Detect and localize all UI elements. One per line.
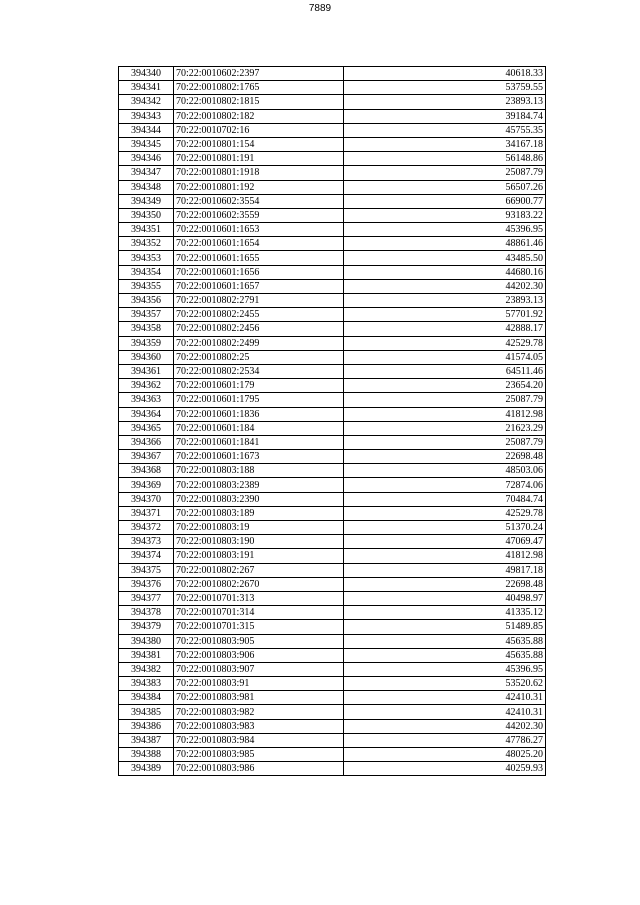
table-row [119,492,546,506]
value-cell: 45635.88 [344,634,546,648]
value-cell: 22698.48 [344,577,546,591]
row-number-cell: 394385 [119,705,174,719]
value-cell: 42888.17 [344,322,546,336]
cadastral-number-cell: 70:22:0010601:179 [174,379,344,393]
cadastral-number-cell: 70:22:0010802:182 [174,109,344,123]
row-number-cell: 394387 [119,733,174,747]
table-row [119,265,546,279]
table-row [119,152,546,166]
table-row [119,251,546,265]
table-row [119,719,546,733]
table-row [119,549,546,563]
value-cell: 40498.97 [344,591,546,605]
row-number-cell: 394381 [119,648,174,662]
table-row [119,393,546,407]
cadastral-number-cell: 70:22:0010803:91 [174,677,344,691]
table-row [119,577,546,591]
table-row [119,109,546,123]
cadastral-number-cell: 70:22:0010803:190 [174,535,344,549]
cadastral-number-cell: 70:22:0010803:984 [174,733,344,747]
value-cell: 41812.98 [344,549,546,563]
table-row [119,421,546,435]
value-cell: 48025.20 [344,748,546,762]
cadastral-number-cell: 70:22:0010702:16 [174,123,344,137]
cadastral-number-cell: 70:22:0010601:1654 [174,237,344,251]
table-row [119,208,546,222]
table-row [119,294,546,308]
value-cell: 23893.13 [344,294,546,308]
row-number-cell: 394371 [119,506,174,520]
value-cell: 48861.46 [344,237,546,251]
table-row [119,563,546,577]
cadastral-number-cell: 70:22:0010803:985 [174,748,344,762]
cadastral-number-cell: 70:22:0010602:3554 [174,194,344,208]
cadastral-number-cell: 70:22:0010602:2397 [174,67,344,81]
row-number-cell: 394376 [119,577,174,591]
row-number-cell: 394345 [119,137,174,151]
table-row [119,279,546,293]
cadastral-number-cell: 70:22:0010802:2534 [174,364,344,378]
cadastral-number-cell: 70:22:0010803:906 [174,648,344,662]
row-number-cell: 394354 [119,265,174,279]
page-number: 7889 [308,3,332,14]
value-cell: 66900.77 [344,194,546,208]
value-cell: 48503.06 [344,464,546,478]
row-number-cell: 394355 [119,279,174,293]
value-cell: 43485.50 [344,251,546,265]
value-cell: 34167.18 [344,137,546,151]
cadastral-number-cell: 70:22:0010803:905 [174,634,344,648]
table-row [119,180,546,194]
cadastral-number-cell: 70:22:0010602:3559 [174,208,344,222]
cadastral-number-cell: 70:22:0010803:19 [174,521,344,535]
row-number-cell: 394358 [119,322,174,336]
cadastral-number-cell: 70:22:0010802:2455 [174,308,344,322]
table-row [119,464,546,478]
row-number-cell: 394369 [119,478,174,492]
cadastral-number-cell: 70:22:0010802:2670 [174,577,344,591]
cadastral-number-cell: 70:22:0010801:154 [174,137,344,151]
value-cell: 40259.93 [344,762,546,776]
row-number-cell: 394389 [119,762,174,776]
value-cell: 56148.86 [344,152,546,166]
value-cell: 49817.18 [344,563,546,577]
table-row [119,691,546,705]
value-cell: 42529.78 [344,506,546,520]
row-number-cell: 394379 [119,620,174,634]
row-number-cell: 394363 [119,393,174,407]
cadastral-number-cell: 70:22:0010701:314 [174,606,344,620]
table-row [119,733,546,747]
row-number-cell: 394347 [119,166,174,180]
value-cell: 22698.48 [344,450,546,464]
row-number-cell: 394348 [119,180,174,194]
value-cell: 40618.33 [344,67,546,81]
value-cell: 25087.79 [344,166,546,180]
table-row [119,137,546,151]
value-cell: 42410.31 [344,691,546,705]
value-cell: 72874.06 [344,478,546,492]
cadastral-number-cell: 70:22:0010601:184 [174,421,344,435]
cadastral-number-cell: 70:22:0010601:1673 [174,450,344,464]
cadastral-number-cell: 70:22:0010802:25 [174,350,344,364]
table-row [119,478,546,492]
table-row [119,634,546,648]
value-cell: 51489.85 [344,620,546,634]
value-cell: 44202.30 [344,719,546,733]
row-number-cell: 394342 [119,95,174,109]
value-cell: 47069.47 [344,535,546,549]
table-row [119,123,546,137]
cadastral-number-cell: 70:22:0010802:1765 [174,81,344,95]
cadastral-number-cell: 70:22:0010803:907 [174,662,344,676]
row-number-cell: 394349 [119,194,174,208]
value-cell: 23893.13 [344,95,546,109]
table-row [119,620,546,634]
table-row [119,435,546,449]
table-row [119,67,546,81]
row-number-cell: 394368 [119,464,174,478]
value-cell: 25087.79 [344,435,546,449]
table-row [119,322,546,336]
row-number-cell: 394350 [119,208,174,222]
value-cell: 45396.95 [344,223,546,237]
row-number-cell: 394352 [119,237,174,251]
row-number-cell: 394343 [119,109,174,123]
row-number-cell: 394361 [119,364,174,378]
row-number-cell: 394340 [119,67,174,81]
value-cell: 41574.05 [344,350,546,364]
table-row [119,81,546,95]
row-number-cell: 394375 [119,563,174,577]
table-row [119,194,546,208]
row-number-cell: 394378 [119,606,174,620]
value-cell: 41812.98 [344,407,546,421]
table-row [119,450,546,464]
cadastral-number-cell: 70:22:0010803:981 [174,691,344,705]
row-number-cell: 394344 [119,123,174,137]
cadastral-number-cell: 70:22:0010701:315 [174,620,344,634]
cadastral-number-cell: 70:22:0010803:191 [174,549,344,563]
table-row [119,166,546,180]
row-number-cell: 394367 [119,450,174,464]
cadastral-number-cell: 70:22:0010801:191 [174,152,344,166]
value-cell: 21623.29 [344,421,546,435]
row-number-cell: 394377 [119,591,174,605]
table-row [119,336,546,350]
cadastral-number-cell: 70:22:0010601:1656 [174,265,344,279]
table-row [119,521,546,535]
table-row [119,364,546,378]
value-cell: 56507.26 [344,180,546,194]
cadastral-number-cell: 70:22:0010803:188 [174,464,344,478]
data-table [118,66,546,776]
value-cell: 42410.31 [344,705,546,719]
cadastral-number-cell: 70:22:0010601:1655 [174,251,344,265]
row-number-cell: 394383 [119,677,174,691]
value-cell: 51370.24 [344,521,546,535]
table-row [119,606,546,620]
cadastral-number-cell: 70:22:0010803:982 [174,705,344,719]
value-cell: 53520.62 [344,677,546,691]
cadastral-number-cell: 70:22:0010803:2389 [174,478,344,492]
table-row [119,591,546,605]
row-number-cell: 394360 [119,350,174,364]
cadastral-number-cell: 70:22:0010601:1653 [174,223,344,237]
cadastral-number-cell: 70:22:0010803:189 [174,506,344,520]
row-number-cell: 394341 [119,81,174,95]
table-body [119,67,546,776]
row-number-cell: 394346 [119,152,174,166]
table-row [119,748,546,762]
row-number-cell: 394374 [119,549,174,563]
row-number-cell: 394382 [119,662,174,676]
cadastral-number-cell: 70:22:0010802:2499 [174,336,344,350]
cadastral-number-cell: 70:22:0010601:1841 [174,435,344,449]
row-number-cell: 394386 [119,719,174,733]
cadastral-number-cell: 70:22:0010802:2791 [174,294,344,308]
value-cell: 23654.20 [344,379,546,393]
value-cell: 45396.95 [344,662,546,676]
value-cell: 64511.46 [344,364,546,378]
value-cell: 44202.30 [344,279,546,293]
row-number-cell: 394365 [119,421,174,435]
row-number-cell: 394359 [119,336,174,350]
value-cell: 93183.22 [344,208,546,222]
cadastral-number-cell: 70:22:0010803:986 [174,762,344,776]
value-cell: 70484.74 [344,492,546,506]
row-number-cell: 394351 [119,223,174,237]
table-row [119,677,546,691]
cadastral-number-cell: 70:22:0010801:192 [174,180,344,194]
cadastral-number-cell: 70:22:0010801:1918 [174,166,344,180]
row-number-cell: 394366 [119,435,174,449]
table-row [119,506,546,520]
cadastral-number-cell: 70:22:0010601:1836 [174,407,344,421]
cadastral-number-cell: 70:22:0010701:313 [174,591,344,605]
row-number-cell: 394370 [119,492,174,506]
value-cell: 45755.35 [344,123,546,137]
table-row [119,535,546,549]
row-number-cell: 394372 [119,521,174,535]
row-number-cell: 394388 [119,748,174,762]
table-row [119,223,546,237]
cadastral-number-cell: 70:22:0010802:1815 [174,95,344,109]
row-number-cell: 394362 [119,379,174,393]
table-row [119,662,546,676]
cadastral-number-cell: 70:22:0010802:267 [174,563,344,577]
table-row [119,762,546,776]
row-number-cell: 394356 [119,294,174,308]
table-row [119,705,546,719]
value-cell: 57701.92 [344,308,546,322]
table-row [119,237,546,251]
row-number-cell: 394380 [119,634,174,648]
value-cell: 42529.78 [344,336,546,350]
row-number-cell: 394373 [119,535,174,549]
value-cell: 45635.88 [344,648,546,662]
cadastral-number-cell: 70:22:0010803:983 [174,719,344,733]
table-row [119,308,546,322]
cadastral-number-cell: 70:22:0010601:1795 [174,393,344,407]
cadastral-number-cell: 70:22:0010802:2456 [174,322,344,336]
value-cell: 44680.16 [344,265,546,279]
table-row [119,95,546,109]
cadastral-number-cell: 70:22:0010601:1657 [174,279,344,293]
cadastral-number-cell: 70:22:0010803:2390 [174,492,344,506]
value-cell: 41335.12 [344,606,546,620]
row-number-cell: 394357 [119,308,174,322]
row-number-cell: 394384 [119,691,174,705]
row-number-cell: 394364 [119,407,174,421]
table-row [119,648,546,662]
value-cell: 39184.74 [344,109,546,123]
table-row [119,379,546,393]
value-cell: 47786.27 [344,733,546,747]
value-cell: 25087.79 [344,393,546,407]
row-number-cell: 394353 [119,251,174,265]
table-row [119,407,546,421]
table-row [119,350,546,364]
value-cell: 53759.55 [344,81,546,95]
